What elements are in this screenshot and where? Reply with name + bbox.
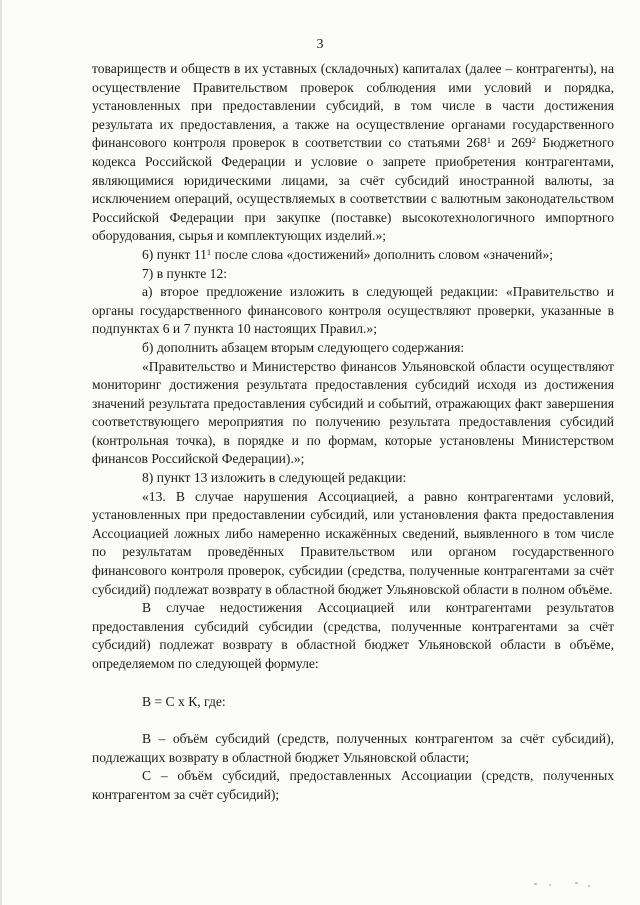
text-line: установленных при предоставлении субсидий, или установления факта [92,507,517,523]
paragraph-monitoring [92,358,614,470]
subitem-b: б) дополнить абзацем вторым следующего содержания: [142,339,465,355]
paragraph-13-violation [92,488,614,600]
text-line: за счёт субсидий) подлежат возврату в областной бюджет Ульяновской области [92,618,615,653]
page-number: 3 [316,37,324,52]
text-line: и органы государственного финансового контроля осуществляют проверки, [92,284,614,318]
text-line: Российской Федерации).»; [151,451,305,467]
scan-speck [549,884,551,886]
superscript: 1 [206,246,212,257]
text-line: предоставления субсидий субсидии (средства, полученные контрагентами [92,618,558,634]
text-line: В – объём субсидий (средств, полученных контрагентом за счёт [142,731,545,747]
subitem-a [92,283,614,339]
text-line: контрагентом за счёт субсидий); [92,786,280,802]
text-line: указанные в подпунктах 6 и 7 пункта 10 настоящих Правил.»; [92,302,614,337]
paragraph-non-achievement [92,599,614,673]
text-line: в части достижения результата их предоставления, а также на осуществление [92,98,614,132]
return-formula: В = С х К, где: [142,693,226,709]
text-line: субсидий), подлежащих возврату в областной бюджет Ульяновской [92,731,614,765]
text-line: исходя из достижения значений результата предоставления субсидий [92,377,615,411]
text-line: и событий, отражающих факт завершения соответствующего мероприятия [92,395,614,430]
text-line-articles: со статьями $268^1$ и $269^2$ Бюджетного кодекса Российской Федерации и условие [92,135,614,169]
text-line: условий и порядка, установленных при предоставлении субсидий, в том числе [92,79,614,114]
document-body [92,60,614,805]
text-line: органами государственного финансового контроля проверок в соответствии [92,116,614,151]
item-7: 7) в пункте 12: [142,265,228,281]
text-line: в объёме, определяемом по следующей формуле: [92,637,614,671]
text-line: в порядке и по формам, которые установлены Министерством финансов [92,432,614,467]
text-line: товариществ и обществ в их уставных (складочных) капиталах (далее – [92,61,513,76]
text-line: оборудования, сырья и комплектующих изделий.»; [92,228,387,244]
text-line: осуществляют мониторинг достижения результата предоставления субсидий [92,358,614,393]
item-6: 6) пункт $11^1$ после слова «достижений» дополнить словом «значений»; [142,246,554,262]
text-line: Федерации при закупке (поставке) высокотехнологичного импортного [169,209,614,225]
text-line: выявленного в том числе по результатам проведённых Правительством [92,525,614,560]
definition-b [92,730,614,767]
text-line: в областной бюджет Ульяновской области в полном объёме. [265,581,613,597]
text-line: «13. В случае нарушения Ассоциацией, а равно контрагентами условий, [142,488,614,504]
text-line: по получению результата предоставления субсидий (контрольная точка), [92,414,614,448]
paragraph-contractors-checks [92,60,614,246]
text-line: области; [419,749,470,765]
text-line: В случае недостижения Ассоциацией или контрагентами результатов [142,600,614,616]
text-line: или органом государственного финансового контроля проверок, субсидии [92,544,614,579]
item-8: 8) пункт 13 изложить в следующей редакции: [142,470,407,486]
text-line: «Правительство и Министерство финансов Ульяновской области [142,358,526,374]
definition-c [92,767,614,804]
text-line: о запрете приобретения контрагентами, являющимися юридическими [92,153,614,188]
superscript: 1 [486,135,492,146]
text-line: С – объём субсидий, предоставленных Ассоциации (средств, полученных [142,768,614,784]
scan-speck [534,883,537,885]
text-line: (средства, полученные контрагентами за счёт субсидий) подлежат возврату [92,563,614,597]
scan-edge [0,0,2,905]
text-line: осуществляемых в соответствии с валютным законодательством Российской [92,191,614,225]
text-line: контрагенты), на осуществление Правительством проверок соблюдения ими [92,61,614,95]
scan-speck [588,885,590,887]
text-line: предоставления Ассоциацией ложных либо намеренно искажённых сведений, [92,507,614,541]
text-line: а) второе предложение изложить в следующей редакции: «Правительство [142,284,600,300]
text-line: лицами, за счёт субсидий иностранной валюты, за исключением операций, [92,172,615,207]
scan-speck [575,882,578,884]
superscript: 2 [531,135,536,146]
